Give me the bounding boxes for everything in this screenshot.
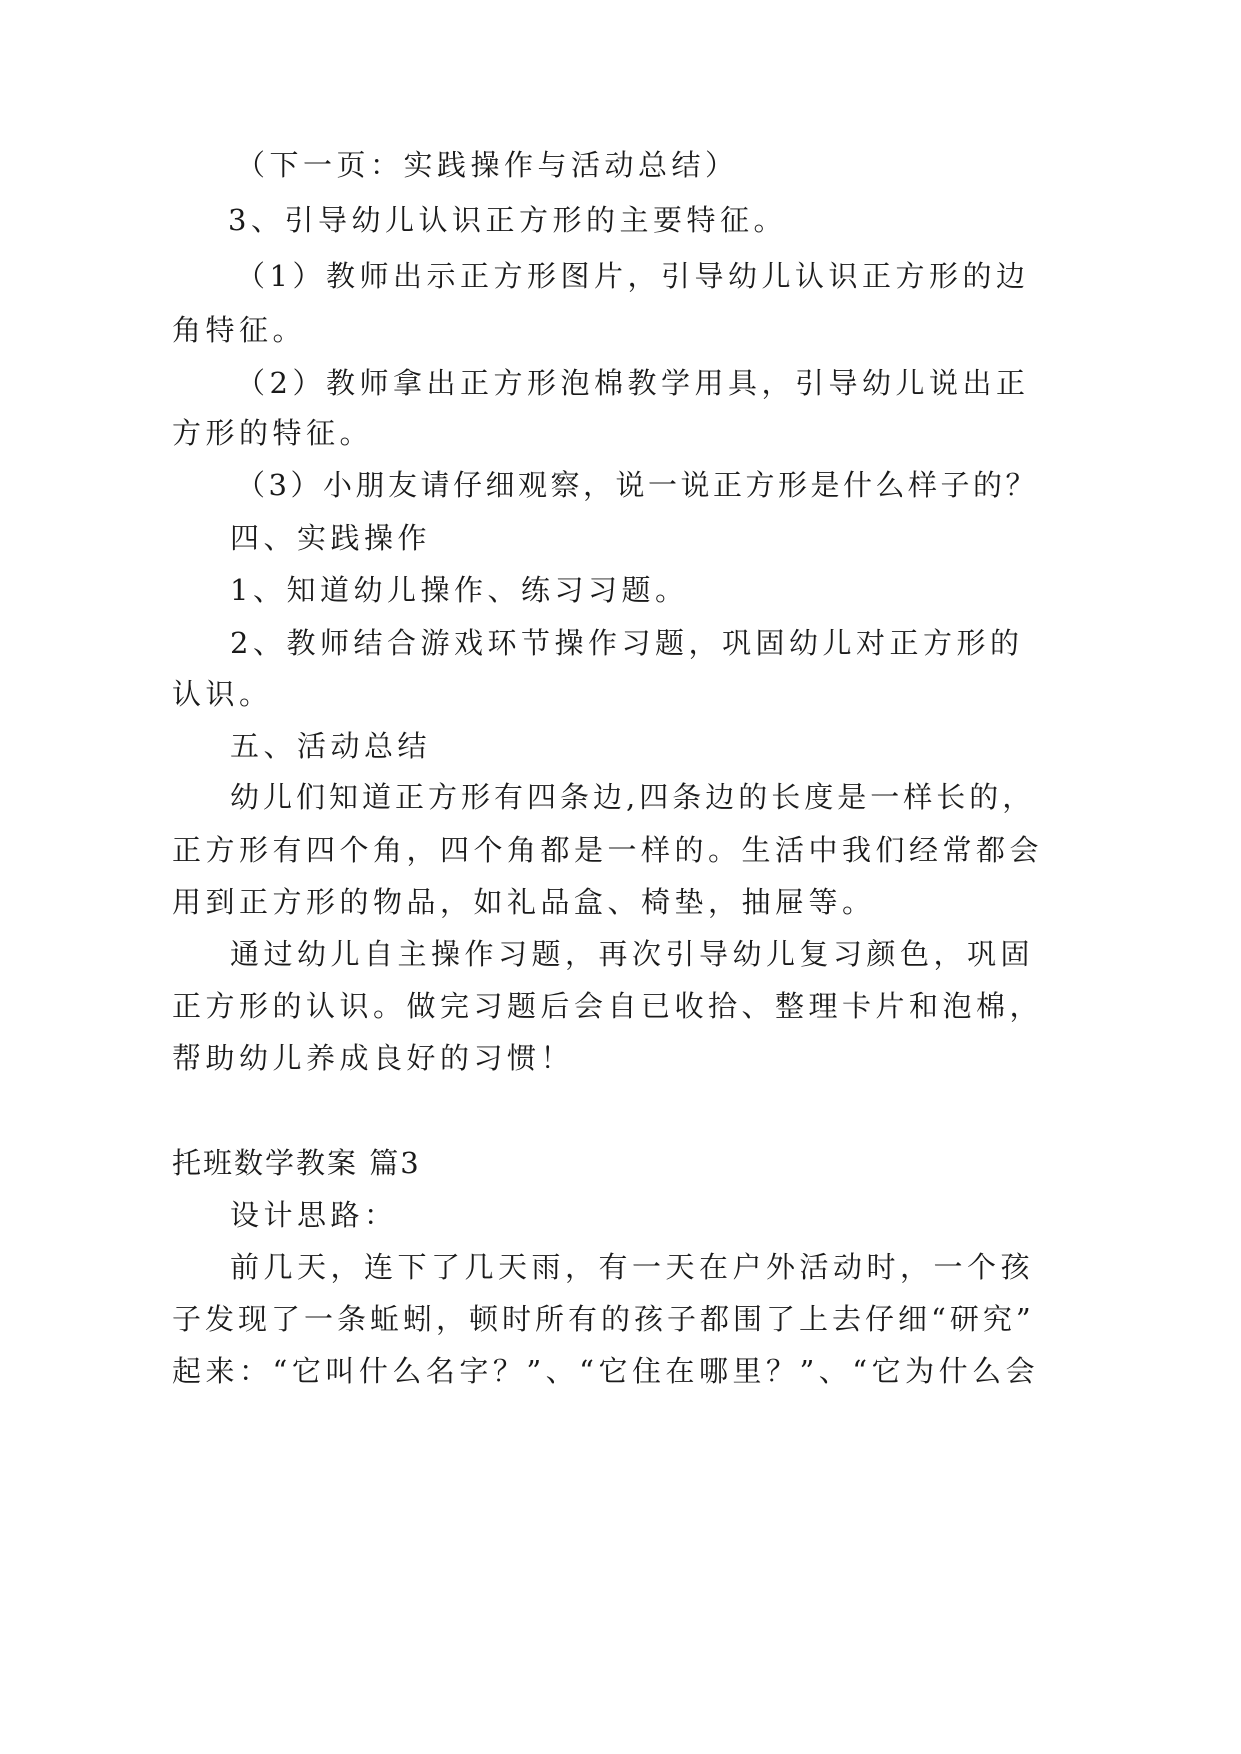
paragraph-line: （下一页：实践操作与活动总结） [236, 148, 739, 182]
section-heading: 五、活动总结 [230, 729, 432, 763]
paragraph-line: 幼儿们知道正方形有四条边,四条边的长度是一样长的， [230, 780, 1036, 814]
paragraph-line: （1）教师出示正方形图片，引导幼儿认识正方形的边 [236, 259, 1030, 293]
article-title: 托班数学教案 篇3 [172, 1146, 421, 1180]
paragraph-line: 正方形的认识。做完习题后会自已收拾、整理卡片和泡棉， [172, 989, 1044, 1023]
paragraph-line: 1、知道幼儿操作、练习习题。 [230, 573, 689, 607]
paragraph-line: 用到正方形的物品，如礼品盒、椅垫，抽屉等。 [172, 885, 876, 919]
paragraph-line: （2）教师拿出正方形泡棉教学用具，引导幼儿说出正 [236, 366, 1030, 400]
paragraph-line: 前几天，连下了几天雨，有一天在户外活动时，一个孩 [230, 1250, 1035, 1284]
paragraph-line: 3、引导幼儿认识正方形的主要特征。 [228, 203, 787, 237]
section-heading: 四、实践操作 [230, 521, 432, 555]
paragraph-line: 帮助幼儿养成良好的习惯！ [172, 1041, 575, 1075]
paragraph-line: 正方形有四个角，四个角都是一样的。生活中我们经常都会 [172, 833, 1044, 867]
paragraph-line: 方形的特征。 [172, 416, 374, 450]
paragraph-line: 认识。 [172, 677, 273, 711]
paragraph-line: 角特征。 [172, 313, 307, 347]
paragraph-line: 起来：“它叫什么名字？”、“它住在哪里？”、“它为什么会 [172, 1354, 1040, 1388]
subsection-heading: 设计思路： [230, 1198, 398, 1232]
paragraph-line: 2、教师结合游戏环节操作习题，巩固幼儿对正方形的 [230, 626, 1024, 660]
paragraph-line: 通过幼儿自主操作习题，再次引导幼儿复习颜色，巩固 [230, 937, 1035, 971]
paragraph-line: 子发现了一条蚯蚓，顿时所有的孩子都围了上去仔细“研究” [172, 1302, 1035, 1336]
paragraph-line: （3）小朋友请仔细观察，说一说正方形是什么样子的？ [236, 468, 1038, 502]
